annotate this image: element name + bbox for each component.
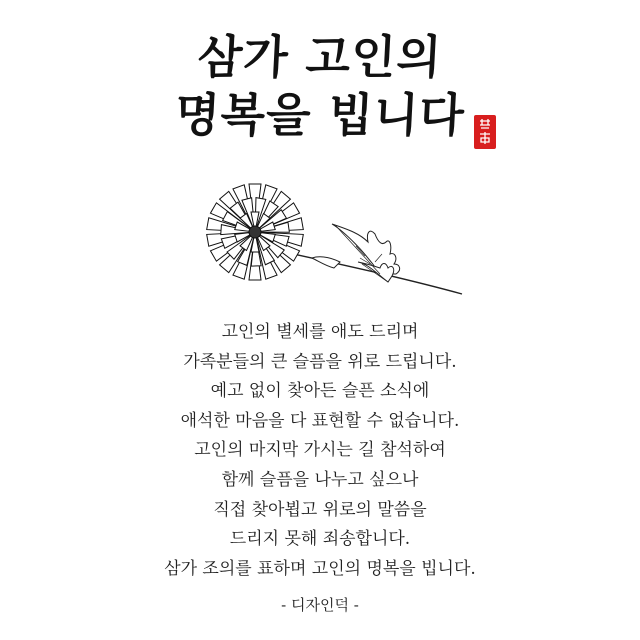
message-line: 함께 슬픔을 나누고 싶으나 (221, 469, 419, 490)
seal-glyphs (474, 115, 496, 149)
message-line: 드리지 못해 죄송합니다. (229, 529, 411, 550)
message-line: 애석한 마음을 다 표현할 수 없습니다. (180, 410, 460, 431)
message-line: 삼가 조의를 표하며 고인의 명복을 빕니다. (164, 558, 476, 579)
chrysanthemum-icon (200, 172, 470, 302)
condolence-title (0, 28, 640, 144)
condolence-message (0, 318, 640, 584)
message-line: 고인의 별세를 애도 드리며 (221, 322, 419, 342)
message-line: 예고 없이 찾아든 슬픈 소식에 (210, 381, 430, 402)
message-line: 고인의 마지막 가시는 길 참석하여 (194, 440, 446, 461)
title-line-1: 삼가 고인의 (196, 30, 444, 84)
message-line: 가족분들의 큰 슬픔을 위로 드립니다. (183, 351, 457, 372)
signature: - 디자인덕 - (281, 596, 359, 614)
title-line-2: 명복을 빕니다 (173, 88, 467, 142)
message-line: 직접 찾아뵙고 위로의 말씀을 (213, 499, 427, 520)
red-seal-stamp (474, 115, 496, 149)
